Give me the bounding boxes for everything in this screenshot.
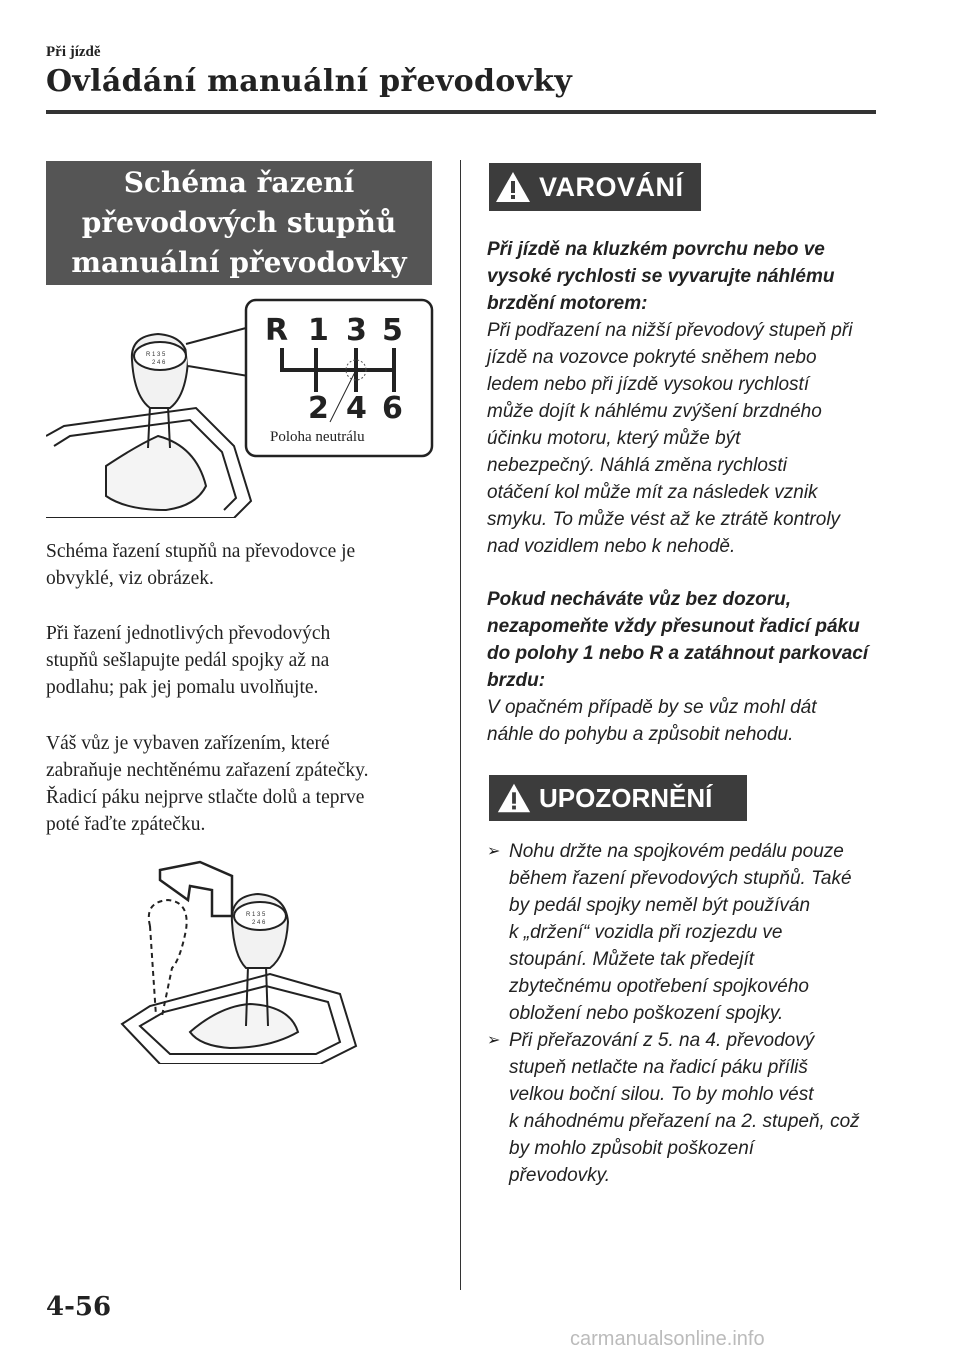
text-line: nad vozidlem nebo k nehodě. bbox=[487, 536, 736, 557]
text-line: Váš vůz je vybaven zařízením, které bbox=[46, 733, 330, 754]
text-line: Pokud necháváte vůz bez dozoru, bbox=[487, 589, 792, 610]
text-line: otáčení kol může mít za následek vznik bbox=[487, 482, 818, 503]
heading-line: Schéma řazení bbox=[123, 166, 355, 199]
list-item bbox=[487, 1027, 897, 1189]
text-line: poté řaďte zpátečku. bbox=[46, 814, 206, 835]
knob-mini-text: R 1 3 5 bbox=[146, 352, 166, 358]
text-line: stupňů sešlapujte pedál spojky až na bbox=[46, 650, 330, 671]
text-line: k „držení“ vozidla při rozjezdu ve bbox=[509, 922, 783, 943]
text-line: stoupání. Můžete tak předejít bbox=[509, 949, 755, 970]
warning-label: VAROVÁNÍ bbox=[539, 171, 684, 202]
caution-list bbox=[487, 838, 897, 1189]
text-line: vysoké rychlosti se vyvarujte náhlému bbox=[487, 266, 835, 287]
page-number: 4-56 bbox=[46, 1292, 112, 1322]
text-line: nebezpečný. Náhlá změna rychlosti bbox=[487, 455, 787, 476]
paragraph-clutch bbox=[46, 620, 446, 701]
gear-label-1: 1 bbox=[308, 313, 329, 348]
column-divider bbox=[460, 160, 461, 1290]
text-line: smyku. To může vést až ke ztrátě kontroly bbox=[487, 509, 841, 530]
text-line: brzdění motorem: bbox=[487, 293, 648, 314]
paragraph-reverse bbox=[46, 730, 446, 838]
caution-header bbox=[489, 775, 747, 821]
text-line: Řadicí páku nejprve stlačte dolů a teprve bbox=[46, 787, 365, 808]
text-line: stupeň netlačte na řadicí páku příliš bbox=[509, 1057, 808, 1078]
text-line: Při přeřazování z 5. na 4. převodový bbox=[509, 1030, 815, 1051]
warning-triangle-icon bbox=[493, 167, 533, 207]
shift-pattern-figure bbox=[46, 296, 436, 518]
page-title: Ovládání manuální převodovky bbox=[46, 64, 573, 99]
gear-label-6: 6 bbox=[382, 391, 403, 426]
text-line: by pedál spojky neměl být používán bbox=[509, 895, 811, 916]
warning-block-1 bbox=[487, 236, 887, 560]
text-line: jízdě na vozovce pokryté sněhem nebo bbox=[487, 347, 817, 368]
gear-label-4: 4 bbox=[346, 391, 367, 426]
text-line: Při podřazení na nižší převodový stupeň při bbox=[487, 320, 853, 341]
list-item bbox=[487, 838, 897, 1027]
text-line: během řazení převodových stupňů. Také bbox=[509, 868, 852, 889]
text-line: by mohlo způsobit poškození bbox=[509, 1138, 755, 1159]
text-line: nezapomeňte vždy přesunout řadicí páku bbox=[487, 616, 860, 637]
text-line: Při řazení jednotlivých převodových bbox=[46, 623, 331, 644]
bullet-arrow-icon: ➢ bbox=[487, 1032, 501, 1049]
text-line: k náhodnému přeřazení na 2. stupeň, což bbox=[509, 1111, 860, 1132]
knob-mini-text: 2 4 6 bbox=[152, 360, 166, 366]
knob-mini-text: R 1 3 5 bbox=[246, 912, 266, 918]
neutral-position-label: Poloha neutrálu bbox=[270, 429, 365, 445]
warning-block-2 bbox=[487, 586, 887, 748]
reverse-gear-figure bbox=[120, 856, 360, 1064]
text-line: ledem nebo při jízdě vysokou rychlostí bbox=[487, 374, 810, 395]
gear-label-5: 5 bbox=[382, 313, 403, 348]
warning-triangle-icon bbox=[495, 779, 533, 817]
text-line: Při jízdě na kluzkém povrchu nebo ve bbox=[487, 239, 825, 260]
text-line: V opačném případě by se vůz mohl dát bbox=[487, 697, 817, 718]
title-rule bbox=[46, 110, 876, 114]
text-line: převodovky. bbox=[509, 1165, 611, 1186]
text-line: účinku motoru, který může být bbox=[487, 428, 741, 449]
text-line: Nohu držte na spojkovém pedálu pouze bbox=[509, 841, 844, 862]
text-line: obvyklé, viz obrázek. bbox=[46, 568, 214, 589]
text-line: podlahu; pak jej pomalu uvolňujte. bbox=[46, 677, 319, 698]
bullet-arrow-icon: ➢ bbox=[487, 843, 501, 860]
paragraph-shift-pattern bbox=[46, 538, 446, 592]
text-line: velkou boční silou. To by mohlo vést bbox=[509, 1084, 814, 1105]
section-heading bbox=[46, 161, 432, 285]
watermark: carmanualsonline.info bbox=[570, 1328, 765, 1350]
heading-line: manuální převodovky bbox=[71, 246, 407, 279]
gear-label-2: 2 bbox=[308, 391, 329, 426]
caution-label: UPOZORNĚNÍ bbox=[539, 782, 713, 813]
text-line: obložení nebo poškození spojky. bbox=[509, 1003, 784, 1024]
text-line: do polohy 1 nebo R a zatáhnout parkovací bbox=[487, 643, 869, 664]
text-line: Schéma řazení stupňů na převodovce je bbox=[46, 541, 356, 562]
text-line: brzdu: bbox=[487, 670, 546, 691]
warning-header bbox=[489, 163, 701, 211]
knob-mini-text: 2 4 6 bbox=[252, 920, 266, 926]
text-line: náhle do pohybu a způsobit nehodu. bbox=[487, 724, 794, 745]
text-line: zabraňuje nechtěnému zařazení zpátečky. bbox=[46, 760, 369, 781]
text-line: může dojít k náhlému zvýšení brzdného bbox=[487, 401, 822, 422]
gear-label-R: R bbox=[265, 313, 289, 348]
text-line: zbytečnému opotřebení spojkového bbox=[509, 976, 809, 997]
section-label: Při jízdě bbox=[46, 44, 101, 60]
heading-line: převodových stupňů bbox=[81, 206, 397, 239]
gear-label-3: 3 bbox=[346, 313, 367, 348]
